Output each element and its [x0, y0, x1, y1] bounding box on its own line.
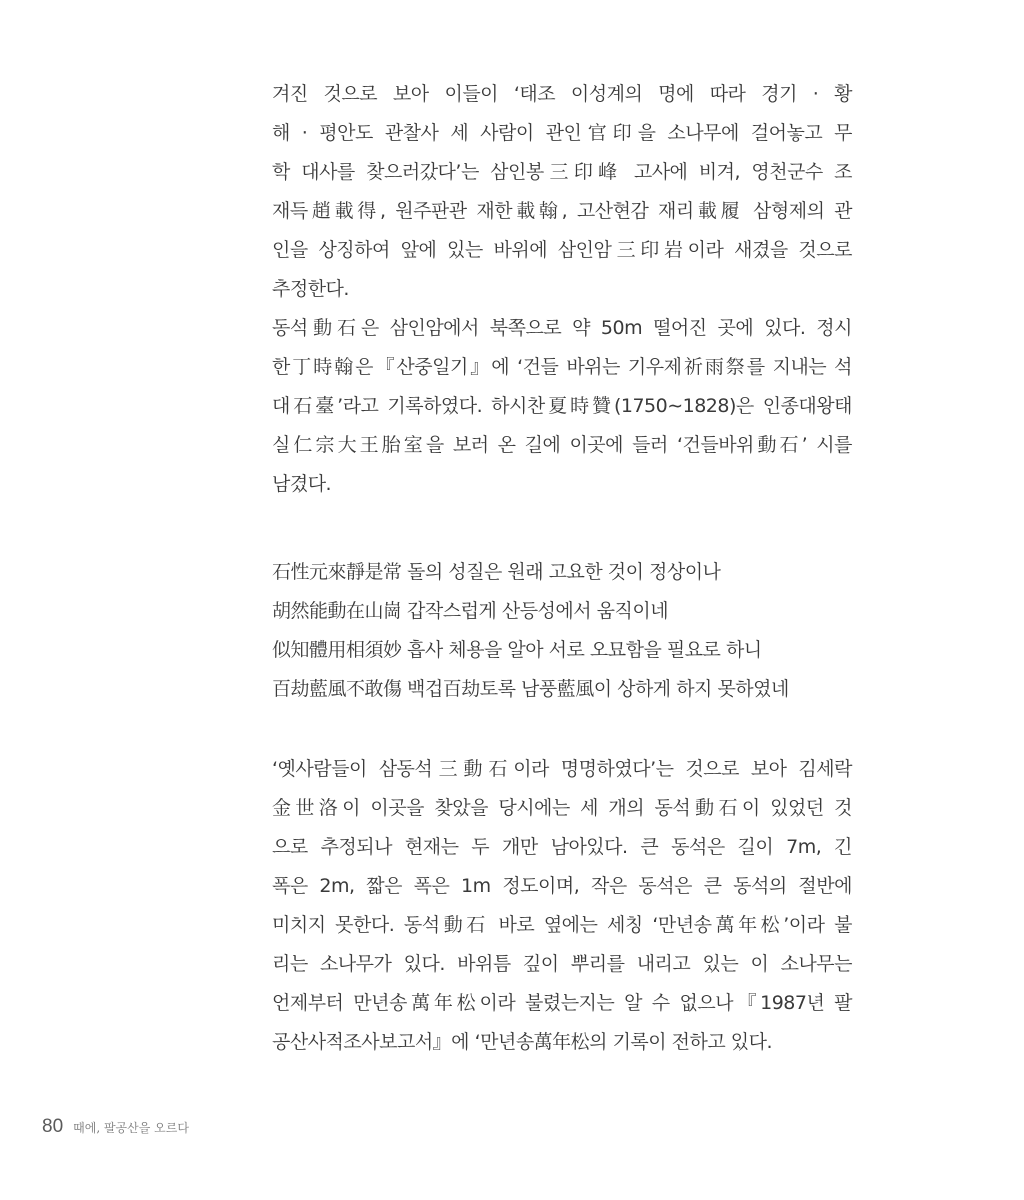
text-line: 공산사적조사보고서』에 ‘만년송萬年松의 기록이 전하고 있다.: [272, 1031, 773, 1053]
body-text-top: [272, 75, 852, 504]
text-line: 해 · 평안도 관찰사 세 사람이 관인官印을 소나무에 걸어놓고 무: [272, 122, 852, 144]
text-line: ‘옛사람들이 삼동석三動石이라 명명하였다’는 것으로 보아 김세락: [272, 758, 852, 780]
text-line: 추정한다.: [272, 278, 349, 300]
text-line: 으로 추정되나 현재는 두 개만 남아있다. 큰 동석은 길이 7m, 긴: [272, 836, 852, 858]
text-line: 남겼다.: [272, 473, 332, 495]
text-line: 겨진 것으로 보아 이들이 ‘태조 이성계의 명에 따라 경기 · 황: [272, 83, 852, 105]
text-line: 대石臺’라고 기록하였다. 하시찬夏時贊(1750∼1828)은 인종대왕태: [272, 395, 852, 417]
poem-line: 百劫藍風不敢傷 백겁百劫토록 남풍藍風이 상하게 하지 못하였네: [272, 678, 789, 700]
text-line: 재득趙載得, 원주판관 재한載翰, 고산현감 재리載履 삼형제의 관: [272, 200, 852, 222]
text-line: 동석動石은 삼인암에서 북쪽으로 약 50m 떨어진 곳에 있다. 정시: [272, 317, 852, 339]
text-line: 학 대사를 찾으러갔다’는 삼인봉三印峰 고사에 비겨, 영천군수 조: [272, 161, 852, 183]
page-number: 80: [42, 1116, 64, 1137]
poem-line: 胡然能動在山崗 갑작스럽게 산등성에서 움직이네: [272, 600, 669, 622]
page-footer: [42, 1116, 189, 1146]
text-line: 인을 상징하여 앞에 있는 바위에 삼인암三印岩이라 새겼을 것으로: [272, 239, 852, 261]
running-title: 때에, 팔공산을 오르다: [73, 1121, 189, 1135]
text-line: 미치지 못한다. 동석動石 바로 옆에는 세칭 ‘만년송萬年松’이라 불: [272, 914, 852, 936]
text-line: 실仁宗大王胎室을 보러 온 길에 이곳에 들러 ‘건들바위動石’ 시를: [272, 434, 852, 456]
text-line: 리는 소나무가 있다. 바위틈 깊이 뿌리를 내리고 있는 이 소나무는: [272, 953, 852, 975]
poem-block: [272, 553, 852, 709]
text-line: 언제부터 만년송萬年松이라 불렸는지는 알 수 없으나『1987년 팔: [272, 992, 852, 1014]
poem-line: 似知體用相須妙 흡사 체용을 알아 서로 오묘함을 필요로 하니: [272, 639, 762, 661]
body-text-bottom: [272, 750, 852, 1062]
text-line: 한丁時翰은『산중일기』에 ‘건들 바위는 기우제祈雨祭를 지내는 석: [272, 356, 852, 378]
text-line: 폭은 2m, 짧은 폭은 1m 정도이며, 작은 동석은 큰 동석의 절반에: [272, 875, 852, 897]
poem-line: 石性元來靜是常 돌의 성질은 원래 고요한 것이 정상이나: [272, 561, 721, 583]
text-line: 金世洛이 이곳을 찾았을 당시에는 세 개의 동석動石이 있었던 것: [272, 797, 852, 819]
